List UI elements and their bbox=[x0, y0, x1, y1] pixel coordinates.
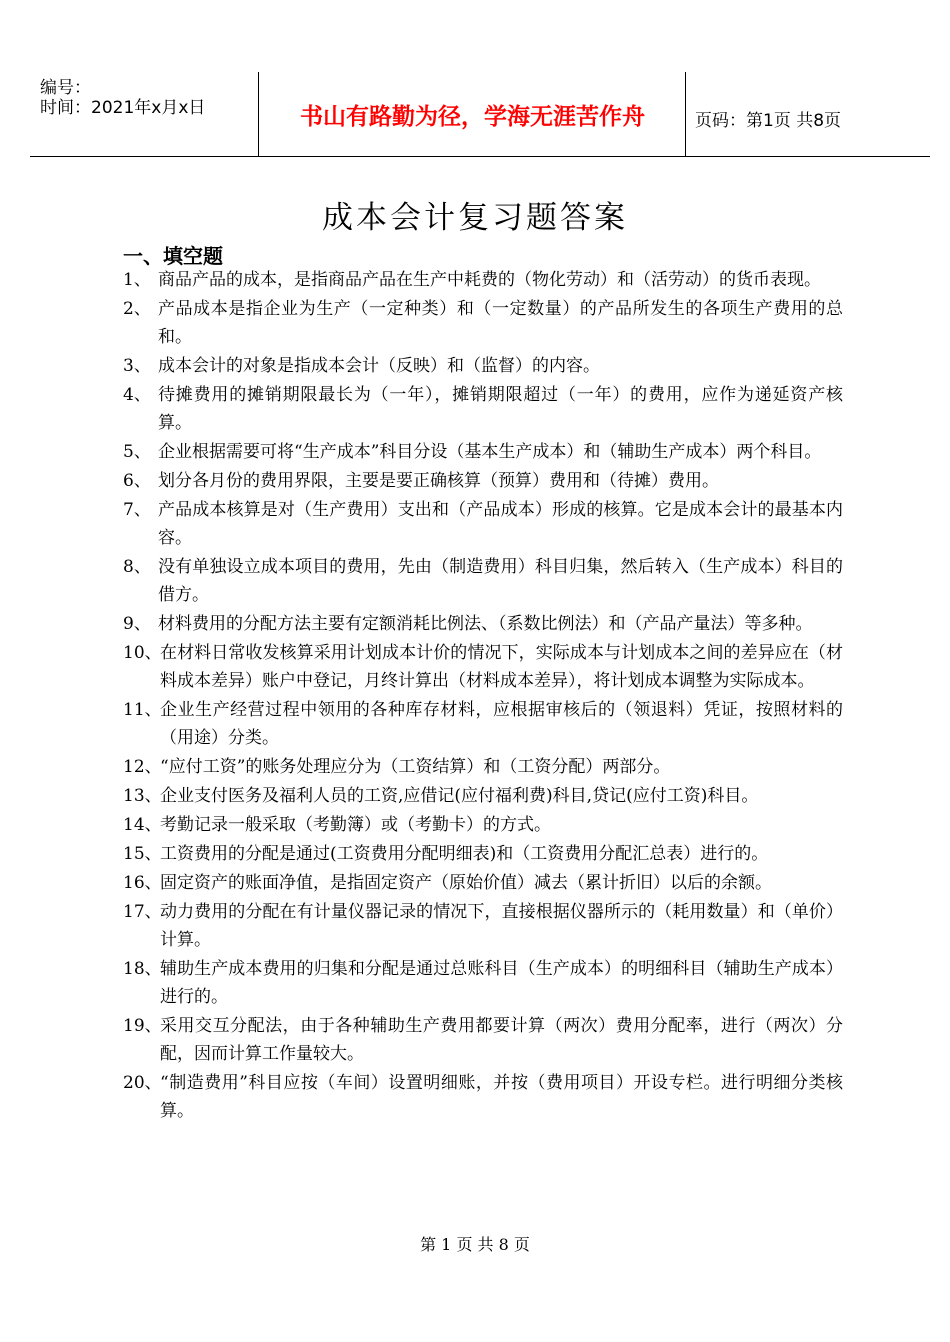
question-text: 待摊费用的摊销期限最长为（一年），摊销期限超过（一年）的费用，应作为递延资产核算。 bbox=[158, 385, 843, 433]
question-text: 商品产品的成本，是指商品产品在生产中耗费的（物化劳动）和（活劳动）的货币表现。 bbox=[158, 270, 821, 290]
question-number: 10、 bbox=[123, 643, 162, 663]
question-text: 动力费用的分配在有计量仪器记录的情况下，直接根据仪器所示的（耗用数量）和（单价）计算。 bbox=[160, 902, 843, 950]
question-text: 材料费用的分配方法主要有定额消耗比例法、（系数比例法）和（产品产量法）等多种。 bbox=[158, 614, 813, 634]
question-text: “应付工资”的账务处理应分为（工资结算）和（工资分配）两部分。 bbox=[160, 757, 671, 777]
question-text: 企业根据需要可将“生产成本”科目分设（基本生产成本）和（辅助生产成本）两个科目。 bbox=[158, 442, 822, 462]
question-item bbox=[123, 811, 843, 839]
question-number: 4、 bbox=[123, 385, 151, 405]
time-label: 时间：2021年x月x日 bbox=[40, 98, 206, 118]
question-number: 3、 bbox=[123, 356, 151, 376]
header-divider bbox=[685, 72, 686, 156]
code-label: 编号： bbox=[40, 78, 91, 98]
question-number: 17、 bbox=[123, 902, 162, 922]
document-title: 成本会计复习题答案 bbox=[322, 200, 628, 236]
question-item bbox=[123, 438, 843, 466]
question-text: 固定资产的账面净值，是指固定资产（原始价值）减去（累计折旧）以后的余额。 bbox=[160, 873, 772, 893]
section-heading: 一、填空题 bbox=[123, 244, 223, 268]
question-item bbox=[123, 898, 843, 954]
page-header bbox=[30, 72, 930, 157]
question-number: 1、 bbox=[123, 270, 151, 290]
question-number: 18、 bbox=[123, 959, 162, 979]
question-item bbox=[123, 553, 843, 609]
question-number: 16、 bbox=[123, 873, 162, 893]
question-number: 14、 bbox=[123, 815, 162, 835]
question-text: 辅助生产成本费用的归集和分配是通过总账科目（生产成本）的明细科目（辅助生产成本）进行的。 bbox=[160, 959, 843, 1007]
question-text: 在材料日常收发核算采用计划成本计价的情况下，实际成本与计划成本之间的差异应在（材料成本差异）账户中登记，月终计算出（材料成本差异），将计划成本调整为实际成本。 bbox=[160, 643, 843, 691]
header-page-number: 页码：第1页 共8页 bbox=[695, 111, 842, 131]
question-item bbox=[123, 753, 843, 781]
question-number: 2、 bbox=[123, 299, 151, 319]
question-text: 考勤记录一般采取（考勤簿）或（考勤卡）的方式。 bbox=[160, 815, 551, 835]
header-motto: 书山有路勤为径，学海无涯苦作舟 bbox=[300, 104, 645, 130]
question-text: 产品成本是指企业为生产（一定种类）和（一定数量）的产品所发生的各项生产费用的总和。 bbox=[158, 299, 843, 347]
question-item bbox=[123, 496, 843, 552]
question-number: 15、 bbox=[123, 844, 162, 864]
question-item bbox=[123, 869, 843, 897]
question-number: 5、 bbox=[123, 442, 151, 462]
question-number: 20、 bbox=[123, 1073, 162, 1093]
question-item bbox=[123, 1069, 843, 1125]
header-meta bbox=[40, 78, 205, 118]
question-text: 企业支付医务及福利人员的工资,应借记(应付福利费)科目,贷记(应付工资)科目。 bbox=[160, 786, 759, 806]
question-text: 成本会计的对象是指成本会计（反映）和（监督）的内容。 bbox=[158, 356, 600, 376]
question-number: 6、 bbox=[123, 471, 151, 491]
question-number: 19、 bbox=[123, 1016, 162, 1036]
question-item bbox=[123, 467, 843, 495]
question-item bbox=[123, 295, 843, 351]
question-number: 9、 bbox=[123, 614, 151, 634]
question-item bbox=[123, 639, 843, 695]
question-item bbox=[123, 610, 843, 638]
question-number: 11、 bbox=[123, 700, 162, 720]
question-item bbox=[123, 1012, 843, 1068]
question-text: 划分各月份的费用界限，主要是要正确核算（预算）费用和（待摊）费用。 bbox=[158, 471, 719, 491]
question-item bbox=[123, 381, 843, 437]
question-list bbox=[123, 266, 843, 1126]
header-divider bbox=[258, 72, 259, 156]
question-text: 工资费用的分配是通过(工资费用分配明细表)和（工资费用分配汇总表）进行的。 bbox=[160, 844, 769, 864]
question-number: 8、 bbox=[123, 557, 151, 577]
question-text: “制造费用”科目应按（车间）设置明细账，并按（费用项目）开设专栏。进行明细分类核算。 bbox=[160, 1073, 843, 1121]
question-item bbox=[123, 840, 843, 868]
page-footer: 第 1 页 共 8 页 bbox=[420, 1235, 530, 1254]
question-number: 7、 bbox=[123, 500, 151, 520]
question-text: 没有单独设立成本项目的费用，先由（制造费用）科目归集，然后转入（生产成本）科目的借方。 bbox=[158, 557, 843, 605]
question-item bbox=[123, 782, 843, 810]
question-text: 采用交互分配法，由于各种辅助生产费用都要计算（两次）费用分配率，进行（两次）分配，因而计算工作量较大。 bbox=[160, 1016, 843, 1064]
question-text: 企业生产经营过程中领用的各种库存材料，应根据审核后的（领退料）凭证，按照材料的（用途）分类。 bbox=[160, 700, 843, 748]
question-number: 12、 bbox=[123, 757, 162, 777]
question-item bbox=[123, 696, 843, 752]
question-item bbox=[123, 352, 843, 380]
question-number: 13、 bbox=[123, 786, 162, 806]
question-item bbox=[123, 266, 843, 294]
question-item bbox=[123, 955, 843, 1011]
question-text: 产品成本核算是对（生产费用）支出和（产品成本）形成的核算。它是成本会计的最基本内容。 bbox=[158, 500, 843, 548]
